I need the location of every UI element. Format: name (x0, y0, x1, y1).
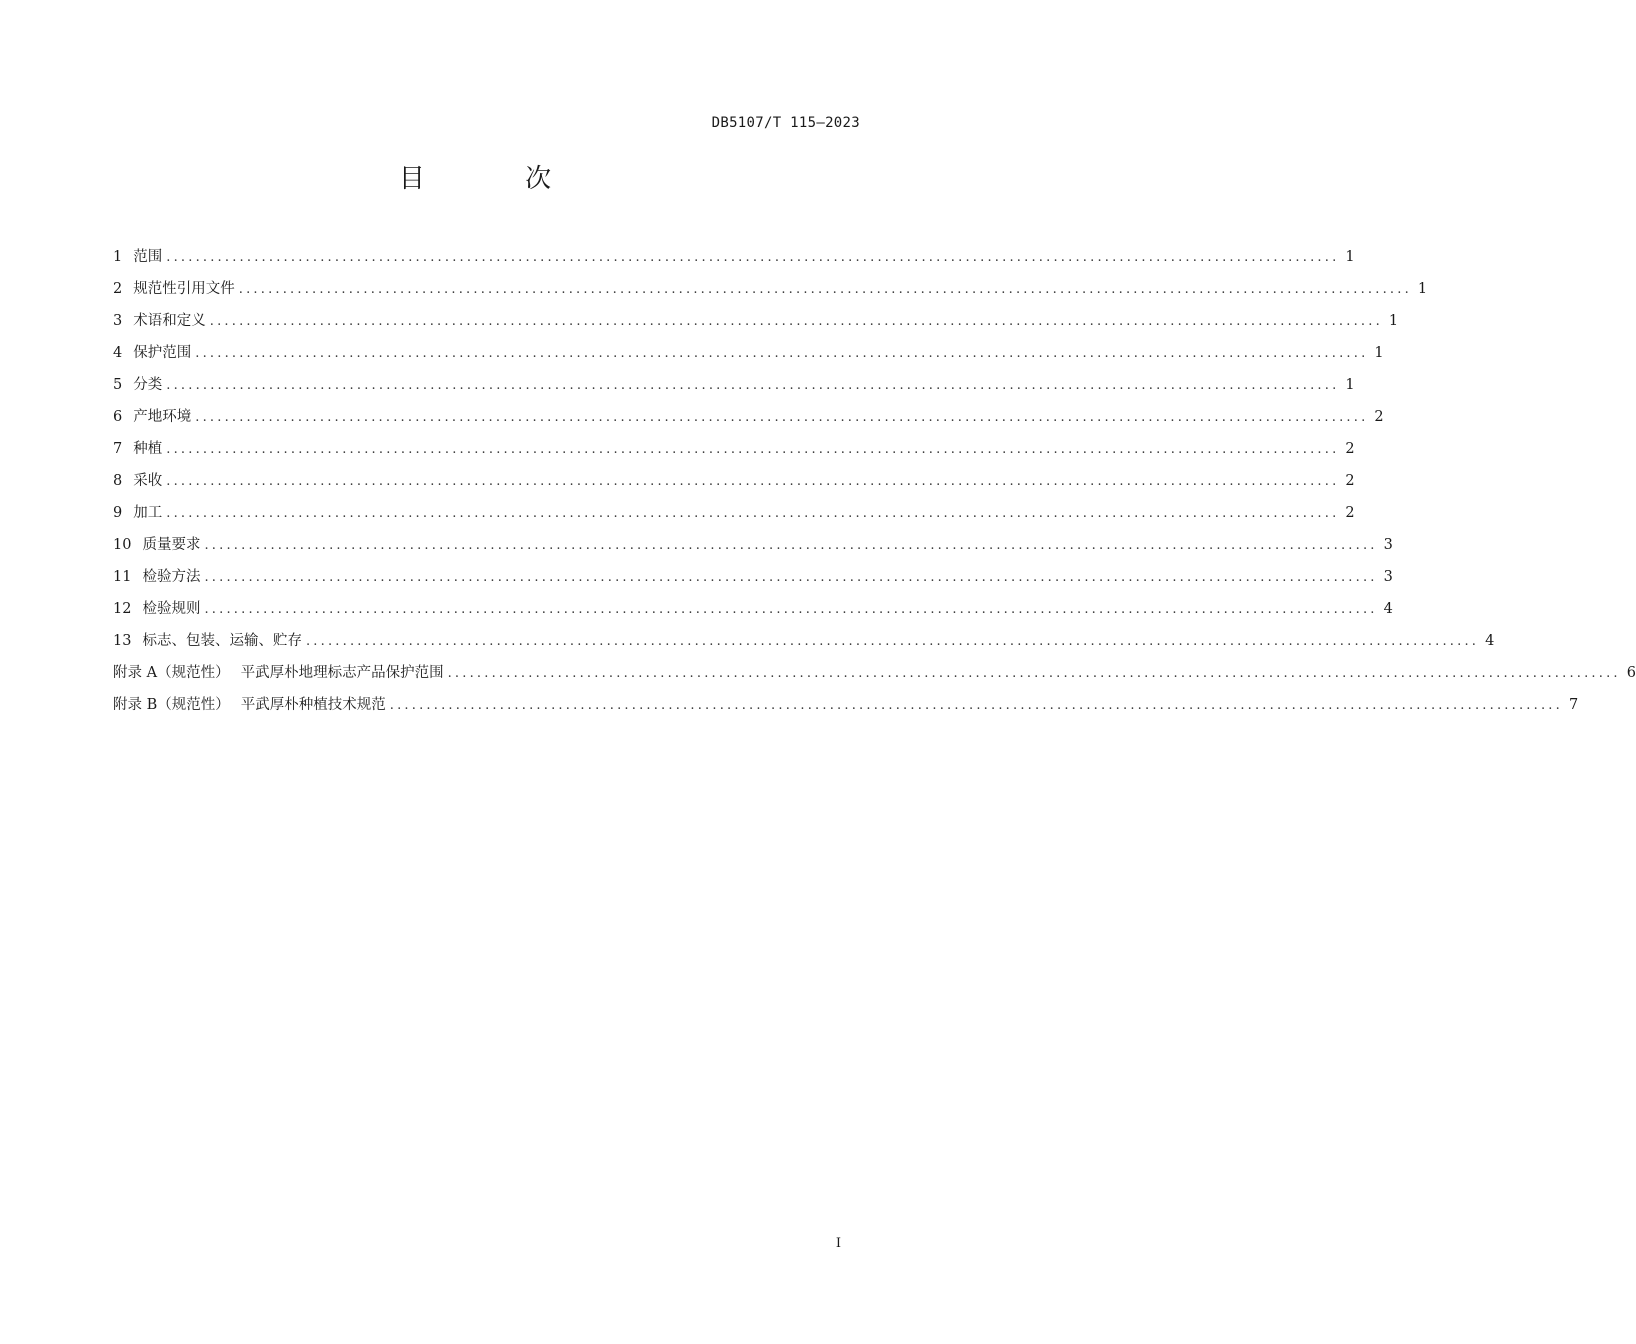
toc-entry-page: 4 (1485, 633, 1495, 649)
toc-leader-dots: ................................................................................................................................................................ (238, 282, 1412, 297)
toc-entry-number: 10 (113, 537, 132, 553)
toc-leader-dots: ................................................................................................................................................................ (305, 634, 1480, 649)
toc-entry-label: 分类 (133, 377, 163, 393)
toc-entry[interactable] (113, 657, 1636, 689)
toc-entry-number: 7 (113, 441, 123, 457)
toc-entry-label: 标志、包装、运输、贮存 (142, 633, 302, 649)
toc-entry-number: 12 (113, 601, 132, 617)
toc-entry-label: 种植 (133, 441, 163, 457)
toc-entry-page: 7 (1568, 697, 1579, 713)
toc-entry-page: 2 (1345, 505, 1355, 521)
toc-entry[interactable] (113, 369, 1355, 401)
toc-entry-label: 产地环境 (133, 409, 192, 425)
toc-entry[interactable] (113, 561, 1393, 593)
toc-entry-page: 1 (1374, 345, 1384, 361)
toc-leader-dots: ................................................................................................................................................................ (447, 666, 1621, 681)
toc-leader-dots: ................................................................................................................................................................ (166, 474, 1340, 489)
toc-entry[interactable] (113, 497, 1355, 529)
toc-leader-dots: ................................................................................................................................................................ (166, 506, 1340, 521)
toc-entry-page: 2 (1374, 409, 1384, 425)
document-code: DB5107/T 115—2023 (711, 115, 860, 131)
toc-entry-label: 术语和定义 (133, 313, 206, 329)
toc-leader-dots: ................................................................................................................................................................ (204, 602, 1378, 617)
toc-leader-dots: ................................................................................................................................................................ (204, 570, 1378, 585)
toc-leader-dots: ................................................................................................................................................................ (389, 698, 1563, 713)
toc-entry-number: 附录 A（规范性） (113, 665, 230, 681)
toc-entry-page: 3 (1383, 569, 1393, 585)
toc-entry-number: 2 (113, 281, 123, 297)
toc-entry-number: 9 (113, 505, 123, 521)
toc-entry-label: 质量要求 (142, 537, 201, 553)
toc-entry[interactable] (113, 273, 1428, 305)
toc-entry[interactable] (113, 689, 1579, 721)
toc-entry-label: 保护范围 (133, 345, 192, 361)
toc-entry[interactable] (113, 593, 1393, 625)
toc-entry-page: 1 (1345, 377, 1355, 393)
toc-entry[interactable] (113, 465, 1355, 497)
toc-entry-label: 加工 (133, 505, 163, 521)
toc-entry[interactable] (113, 401, 1384, 433)
toc-leader-dots: ................................................................................................................................................................ (166, 442, 1340, 457)
toc-entry-label: 平武厚朴地理标志产品保护范围 (240, 665, 444, 681)
toc-entry-page: 1 (1388, 313, 1399, 329)
toc-leader-dots: ................................................................................................................................................................ (195, 410, 1369, 425)
toc-leader-dots: ................................................................................................................................................................ (195, 346, 1369, 361)
toc-entry-page: 6 (1626, 665, 1636, 681)
toc-entry-number: 5 (113, 377, 123, 393)
toc-entry-number: 13 (113, 633, 132, 649)
toc-entry-label: 范围 (133, 249, 163, 265)
toc-entry-page: 1 (1417, 281, 1428, 297)
toc-leader-dots: ................................................................................................................................................................ (166, 378, 1340, 393)
toc-entry-number: 附录 B（规范性） (113, 697, 230, 713)
toc-entry-number: 8 (113, 473, 123, 489)
toc-entry-number: 3 (113, 313, 123, 329)
toc-entry-page: 2 (1345, 473, 1355, 489)
toc-entry[interactable] (113, 305, 1399, 337)
page-number: I (835, 1236, 841, 1251)
toc-entry[interactable] (113, 433, 1355, 465)
toc-entry-label: 平武厚朴种植技术规范 (240, 697, 386, 713)
toc-entry-page: 3 (1383, 537, 1393, 553)
toc-entry[interactable] (113, 625, 1495, 657)
toc-leader-dots: ................................................................................................................................................................ (204, 538, 1378, 553)
toc-entry[interactable] (113, 529, 1393, 561)
toc-entry-number: 6 (113, 409, 123, 425)
toc-entry-number: 11 (113, 569, 132, 585)
page-title: 目 次 (398, 164, 598, 194)
toc-leader-dots: ................................................................................................................................................................ (166, 250, 1340, 265)
toc-entry-number: 1 (113, 249, 123, 265)
toc-entry[interactable] (113, 241, 1355, 273)
toc-entry-label: 规范性引用文件 (133, 281, 235, 297)
toc-entry-label: 检验规则 (142, 601, 201, 617)
toc-entry-label: 采收 (133, 473, 163, 489)
toc-entry-page: 2 (1345, 441, 1355, 457)
toc-leader-dots: ................................................................................................................................................................ (209, 314, 1383, 329)
table-of-contents (113, 241, 1636, 721)
toc-entry[interactable] (113, 337, 1384, 369)
toc-entry-page: 1 (1345, 249, 1355, 265)
toc-entry-number: 4 (113, 345, 123, 361)
toc-entry-label: 检验方法 (142, 569, 201, 585)
toc-entry-page: 4 (1383, 601, 1393, 617)
